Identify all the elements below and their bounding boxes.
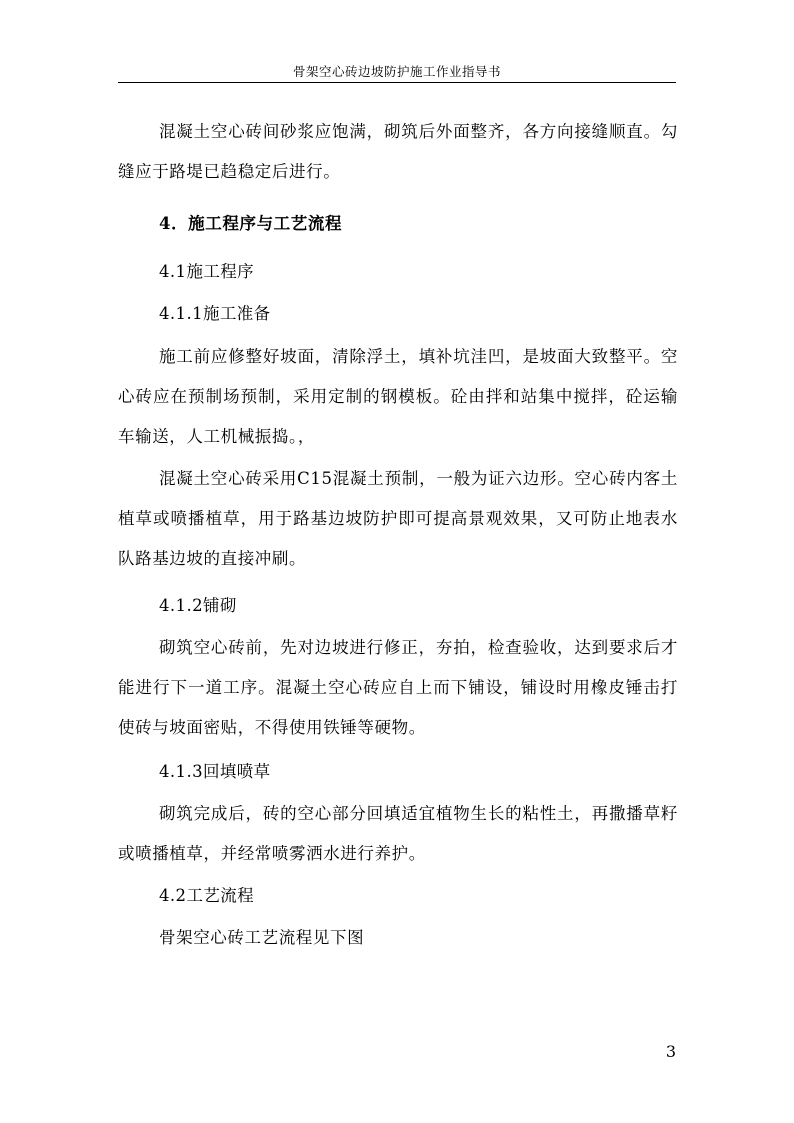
section-heading-4: 4．施工程序与工艺流程: [159, 214, 343, 233]
subsection-heading-4-1: 4.1施工程序: [159, 262, 255, 281]
paragraph-mortar: 混凝土空心砖间砂浆应饱满，砌筑后外面整齐，各方向接缝顺直。勾缝应于路堤已趋稳定后进行。: [118, 122, 678, 181]
subsection-heading-4-1-1: 4.1.1施工准备: [159, 304, 271, 323]
paragraph-preparation-2: 混凝土空心砖采用C15混凝土预制，一般为证六边形。空心砖内客土植草或喷播植草，用于路基边坡防护即可提高景观效果，又可防止地表水队路基边坡的直接冲刷。: [118, 469, 678, 568]
paragraph-preparation-1: 施工前应修整好坡面，清除浮土，填补坑洼凹，是坡面大致整平。空心砖应在预制场预制，采用定制的钢模板。砼由拌和站集中搅拌，砼运输车输送，人工机械振捣。，: [118, 347, 678, 446]
subsection-heading-4-1-3: 4.1.3回填喷草: [159, 762, 271, 781]
paragraph-laying: 砌筑空心砖前，先对边坡进行修正，夯拍，检查验收，达到要求后才能进行下一道工序。混凝土空心砖应自上而下铺设，铺设时用橡皮锤击打使砖与坡面密贴，不得使用铁锤等硬物。: [118, 638, 678, 737]
page-number: 3: [665, 1042, 676, 1061]
paragraph-backfill: 砌筑完成后，砖的空心部分回填适宜植物生长的粘性土，再撒播草籽或喷播植草，并经常喷雾洒水进行养护。: [118, 804, 678, 863]
paragraph-process-flow: 骨架空心砖工艺流程见下图: [159, 928, 365, 947]
subsection-heading-4-1-2: 4.1.2铺砌: [159, 596, 237, 615]
page-header-title: 骨架空心砖边坡防护施工作业指导书: [292, 64, 501, 79]
subsection-heading-4-2: 4.2工艺流程: [159, 886, 255, 905]
header-divider: [118, 82, 676, 83]
